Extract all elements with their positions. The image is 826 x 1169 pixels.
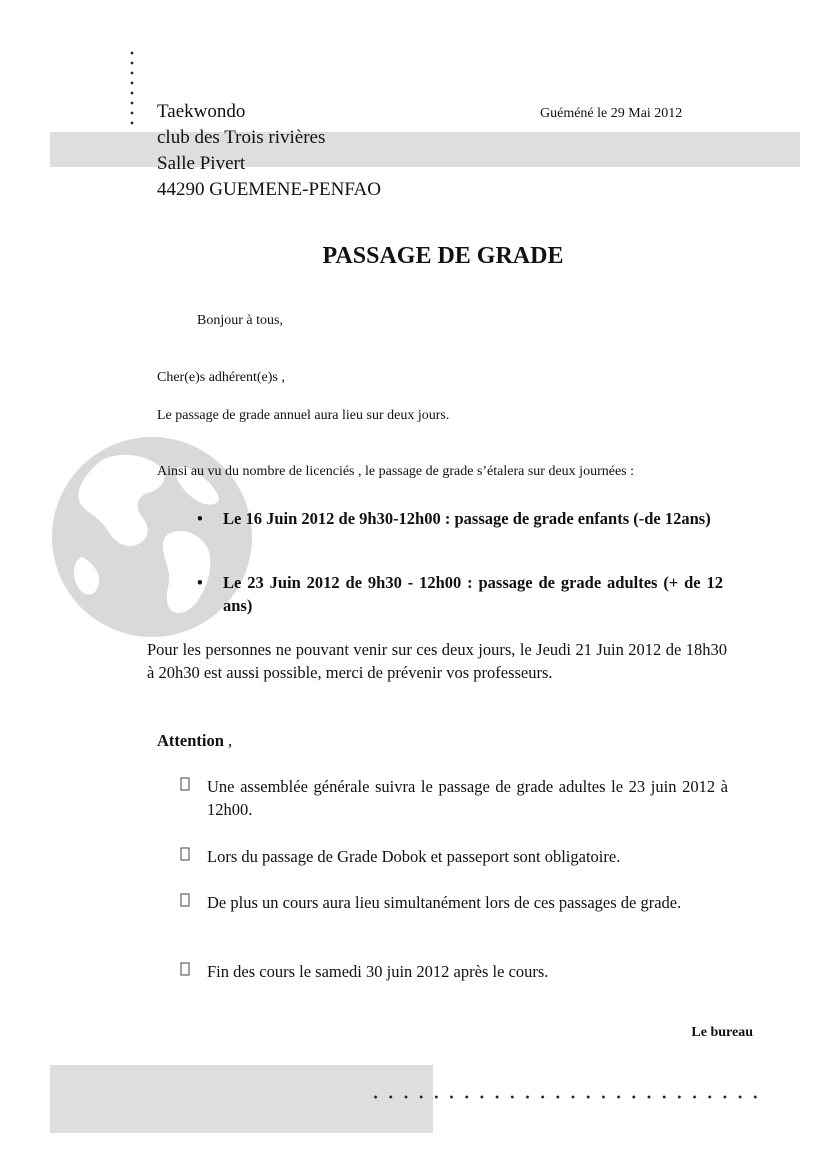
session-text: Le 23 Juin 2012 de 9h30 - 12h00 : passage de grade adultes (+ de 12 ans): [223, 573, 723, 615]
greeting: Bonjour à tous,: [197, 313, 283, 328]
club-address: 44290 GUEMENE-PENFAO: [157, 179, 381, 200]
salutation: Cher(e)s adhérent(e)s ,: [157, 370, 285, 385]
checkbox-glyph-icon: [180, 960, 192, 978]
reason-text: Ainsi au vu du nombre de licenciés , le passage de grade s’étalera sur deux journées :: [157, 464, 634, 479]
attention-suffix: ,: [223, 731, 233, 750]
attention-label: Attention: [157, 731, 224, 750]
session-text: Le 16 Juin 2012 de 9h30-12h00 : passage de grade enfants (-de 12ans): [223, 509, 711, 528]
checkbox-glyph-icon: [180, 845, 192, 863]
bullet-icon: •: [197, 573, 203, 592]
note-text: Lors du passage de Grade Dobok et passeport sont obligatoire.: [207, 847, 621, 866]
club-venue: Salle Pivert: [157, 153, 246, 174]
club-line-2: club des Trois rivières: [157, 127, 326, 148]
note-text: Fin des cours le samedi 30 juin 2012 après le cours.: [207, 962, 549, 981]
bullet-icon: •: [197, 509, 203, 528]
signature: Le bureau: [691, 1025, 753, 1040]
intro-text: Le passage de grade annuel aura lieu sur deux jours.: [157, 408, 450, 423]
club-name: Taekwondo: [157, 101, 246, 122]
attention-heading: [157, 731, 232, 751]
checkbox-glyph-icon: [180, 775, 192, 793]
letter-date: Guéméné le 29 Mai 2012: [540, 106, 683, 121]
alternative-date-paragraph: Pour les personnes ne pouvant venir sur ces deux jours, le Jeudi 21 Juin 2012 de 18h30 à 20h30 est aussi possible, merci de prévenir vos professeurs.: [147, 640, 727, 682]
checkbox-glyph-icon: [180, 891, 192, 909]
page-title: PASSAGE DE GRADE: [322, 243, 564, 269]
note-text: De plus un cours aura lieu simultanément lors de ces passages de grade.: [207, 893, 682, 912]
vertical-dotted-line: [128, 48, 136, 128]
horizontal-dotted-line: [368, 1092, 760, 1102]
note-text: Une assemblée générale suivra le passage de grade adultes le 23 juin 2012 à 12h00.: [207, 777, 728, 819]
